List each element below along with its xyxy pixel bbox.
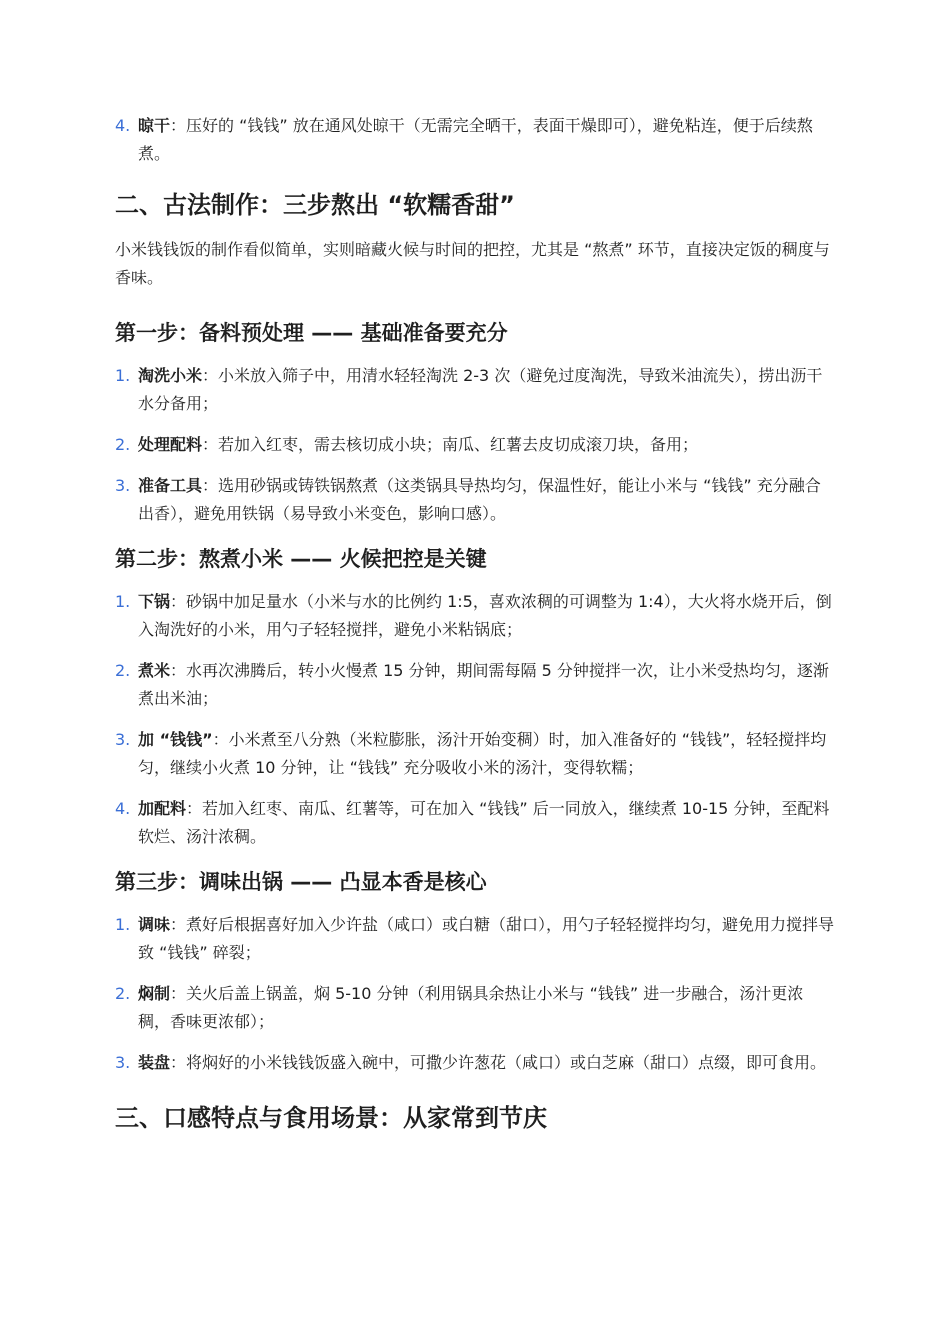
item-text: ：关火后盖上锅盖，焖 5-10 分钟（利用锅具余热让小米与 “钱钱” 进一步融合，汤汁更浓稠，香味更浓郁）； (138, 984, 804, 1031)
step3-title: 第三步：调味出锅 —— 凸显本香是核心 (115, 870, 487, 894)
item-text: ：将焖好的小米钱钱饭盛入碗中，可撒少许葱花（咸口）或白芝麻（甜口）点缀，即可食用。 (170, 1053, 827, 1072)
item-term: 装盘 (138, 1053, 171, 1072)
item-term: 淘洗小米 (138, 366, 203, 385)
step1-list (115, 362, 835, 528)
item-number: 1. (115, 592, 131, 611)
list-item (115, 112, 835, 168)
list-item (115, 472, 835, 528)
list-item (115, 795, 835, 851)
item-number: 4. (115, 116, 131, 135)
item-term: 加 “钱钱” (138, 730, 213, 749)
list-item (115, 588, 835, 644)
item-term: 煮米 (138, 661, 171, 680)
item-number: 1. (115, 366, 131, 385)
step1-title: 第一步：备料预处理 —— 基础准备要充分 (115, 321, 508, 345)
list-item (115, 1049, 835, 1077)
item-text: ：砂锅中加足量水（小米与水的比例约 1:5，喜欢浓稠的可调整为 1:4），大火将水烧开后，倒入淘洗好的小米，用勺子轻轻搅拌，避免小米粘锅底； (138, 592, 832, 639)
item-text: ：小米煮至八分熟（米粒膨胀，汤汁开始变稠）时，加入准备好的 “钱钱”，轻轻搅拌均匀，继续小火煮 10 分钟，让 “钱钱” 充分吸收小米的汤汁，变得软糯； (138, 730, 827, 777)
item-term: 焖制 (138, 984, 171, 1003)
list-item (115, 980, 835, 1036)
intro-list (115, 112, 835, 168)
step3-list (115, 911, 835, 1077)
item-text: ：若加入红枣，需去核切成小块；南瓜、红薯去皮切成滚刀块，备用； (202, 435, 699, 454)
item-number: 2. (115, 984, 131, 1003)
list-item (115, 726, 835, 782)
section3-title: 三、口感特点与食用场景：从家常到节庆 (115, 1104, 547, 1132)
step2-list (115, 588, 835, 851)
item-number: 3. (115, 1053, 131, 1072)
list-item (115, 362, 835, 418)
document-content (115, 112, 835, 1135)
item-number: 2. (115, 661, 131, 680)
item-number: 1. (115, 915, 131, 934)
item-term: 晾干 (138, 116, 171, 135)
item-number: 4. (115, 799, 131, 818)
step2-title: 第二步：熬煮小米 —— 火候把控是关键 (115, 547, 487, 571)
item-number: 3. (115, 476, 131, 495)
item-number: 2. (115, 435, 131, 454)
item-term: 准备工具 (138, 476, 203, 495)
item-text: ：小米放入筛子中，用清水轻轻淘洗 2-3 次（避免过度淘洗，导致米油流失），捞出沥干水分备用； (138, 366, 823, 413)
item-term: 下锅 (138, 592, 171, 611)
list-item (115, 657, 835, 713)
list-item (115, 911, 835, 967)
item-text: ：水再次沸腾后，转小火慢煮 15 分钟，期间需每隔 5 分钟搅拌一次，让小米受热均匀，逐渐煮出米油； (138, 661, 829, 708)
section2-intro: 小米钱钱饭的制作看似简单，实则暗藏火候与时间的把控，尤其是 “熬煮” 环节，直接决定饭的稠度与香味。 (115, 240, 830, 287)
item-term: 加配料 (138, 799, 187, 818)
item-number: 3. (115, 730, 131, 749)
item-text: ：煮好后根据喜好加入少许盐（咸口）或白糖（甜口），用勺子轻轻搅拌均匀，避免用力搅拌导致 “钱钱” 碎裂； (138, 915, 835, 962)
item-text: ：选用砂锅或铸铁锅熬煮（这类锅具导热均匀，保温性好，能让小米与 “钱钱” 充分融合出香），避免用铁锅（易导致小米变色，影响口感）。 (138, 476, 821, 523)
section2-title: 二、古法制作：三步熬出 “软糯香甜” (115, 191, 515, 219)
item-text: ：若加入红枣、南瓜、红薯等，可在加入 “钱钱” 后一同放入，继续煮 10-15 分钟，至配料软烂、汤汁浓稠。 (138, 799, 830, 846)
item-term: 处理配料 (138, 435, 203, 454)
item-term: 调味 (138, 915, 171, 934)
item-text: ：压好的 “钱钱” 放在通风处晾干（无需完全晒干，表面干燥即可），避免粘连，便于后续熬煮。 (138, 116, 813, 163)
list-item (115, 431, 835, 459)
